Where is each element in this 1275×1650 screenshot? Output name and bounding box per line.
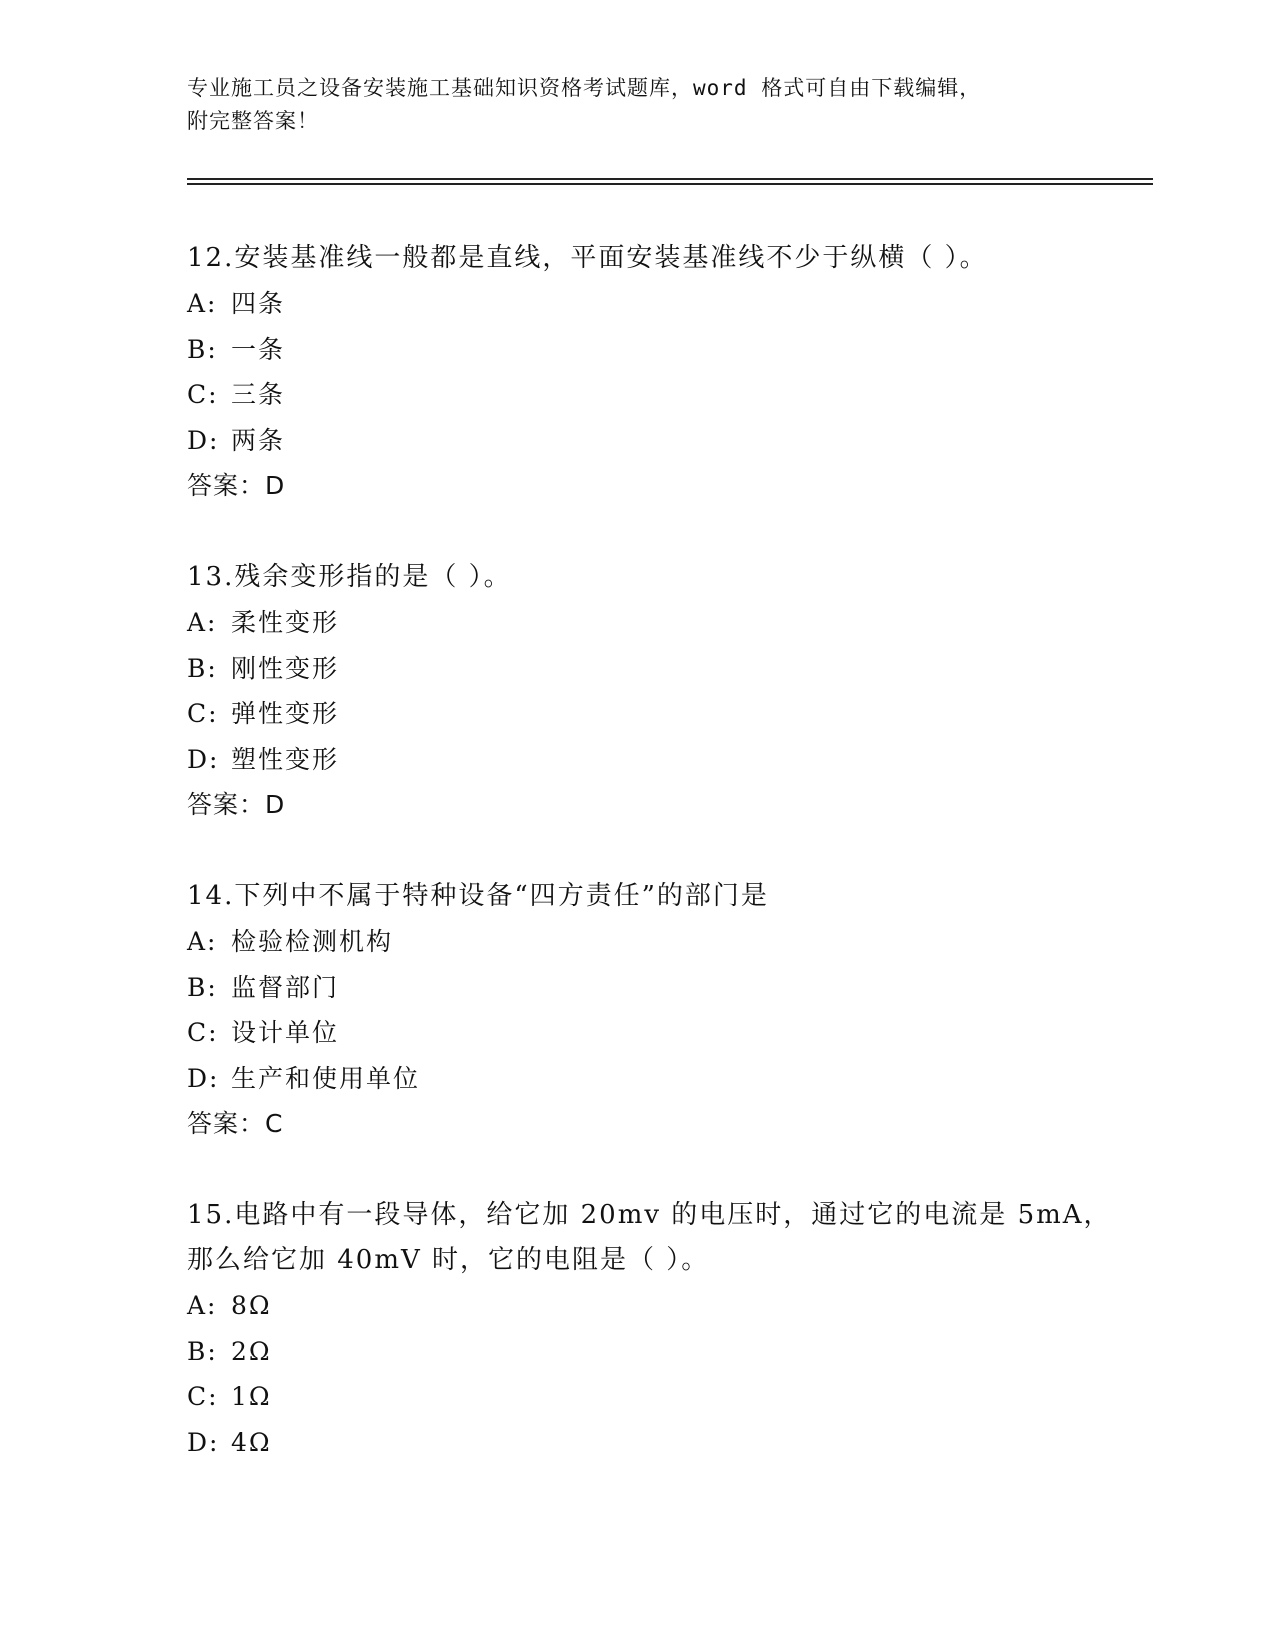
answer-option [187, 1329, 1147, 1375]
answer-option [187, 281, 1147, 327]
option-letter: A: [187, 608, 218, 637]
option-text: 两条 [231, 425, 286, 455]
answer-option [187, 691, 1147, 737]
option-text: 塑性变形 [231, 744, 340, 774]
option-letter: A: [187, 927, 218, 956]
option-letter: A: [187, 1291, 218, 1320]
answer-option [187, 418, 1147, 464]
option-letter: B: [187, 653, 218, 683]
question-block [187, 236, 1147, 508]
option-text: 三条 [231, 380, 286, 409]
answer-option [187, 1056, 1147, 1102]
document-header [187, 72, 1087, 138]
header-divider-bottom [187, 183, 1153, 185]
question-stem: 13.残余变形指的是（ ）。 [187, 562, 512, 592]
question-stem: 14.下列中不属于特种设备“四方责任”的部门是 [187, 881, 769, 911]
answer-option [187, 1010, 1147, 1056]
option-letter: C: [187, 699, 219, 728]
answer-option [187, 737, 1147, 783]
option-text: 柔性变形 [231, 608, 340, 637]
header-line-2: 附完整答案！ [187, 109, 319, 133]
option-text: 四条 [231, 289, 286, 318]
option-letter: B: [187, 334, 218, 364]
option-letter: B: [187, 1336, 218, 1366]
option-text: 2Ω [231, 1336, 272, 1366]
answer-key: 答案：D [187, 790, 286, 819]
answer-option [187, 646, 1147, 692]
answer-key: 答案：D [187, 471, 286, 500]
option-letter: D: [187, 744, 220, 774]
answer-option [187, 1374, 1147, 1420]
header-line-1: 专业施工员之设备安装施工基础知识资格考试题库，word 格式可自由下载编辑， [187, 76, 982, 100]
answer-option [187, 965, 1147, 1011]
option-text: 4Ω [231, 1427, 272, 1457]
question-list [187, 236, 1147, 1512]
option-letter: C: [187, 1382, 219, 1411]
question-block [187, 555, 1147, 827]
answer-option [187, 372, 1147, 418]
option-text: 检验检测机构 [231, 927, 394, 956]
answer-key: 答案：C [187, 1109, 284, 1138]
option-text: 生产和使用单位 [231, 1063, 421, 1093]
option-letter: C: [187, 1018, 219, 1047]
option-text: 刚性变形 [231, 653, 340, 683]
option-letter: D: [187, 1427, 220, 1457]
question-stem: 那么给它加 40mV 时，它的电阻是（ ）。 [187, 1245, 710, 1275]
answer-option [187, 1283, 1147, 1329]
question-stem: 15.电路中有一段导体，给它加 20mv 的电压时，通过它的电流是 5mA， [187, 1200, 1112, 1230]
option-text: 8Ω [231, 1291, 272, 1320]
answer-option [187, 1420, 1147, 1466]
question-block [187, 1193, 1147, 1465]
answer-option [187, 919, 1147, 965]
option-text: 设计单位 [231, 1018, 340, 1047]
option-letter: C: [187, 380, 219, 409]
question-stem: 12.安装基准线一般都是直线，平面安装基准线不少于纵横（ ）。 [187, 243, 988, 273]
option-letter: A: [187, 289, 218, 318]
header-divider-top [187, 178, 1153, 180]
option-letter: D: [187, 1063, 220, 1093]
option-text: 1Ω [231, 1382, 272, 1411]
answer-option [187, 327, 1147, 373]
option-letter: B: [187, 972, 218, 1002]
question-block [187, 874, 1147, 1146]
option-text: 一条 [231, 334, 286, 364]
option-text: 监督部门 [231, 972, 340, 1002]
option-letter: D: [187, 425, 220, 455]
answer-option [187, 600, 1147, 646]
option-text: 弹性变形 [231, 699, 340, 728]
